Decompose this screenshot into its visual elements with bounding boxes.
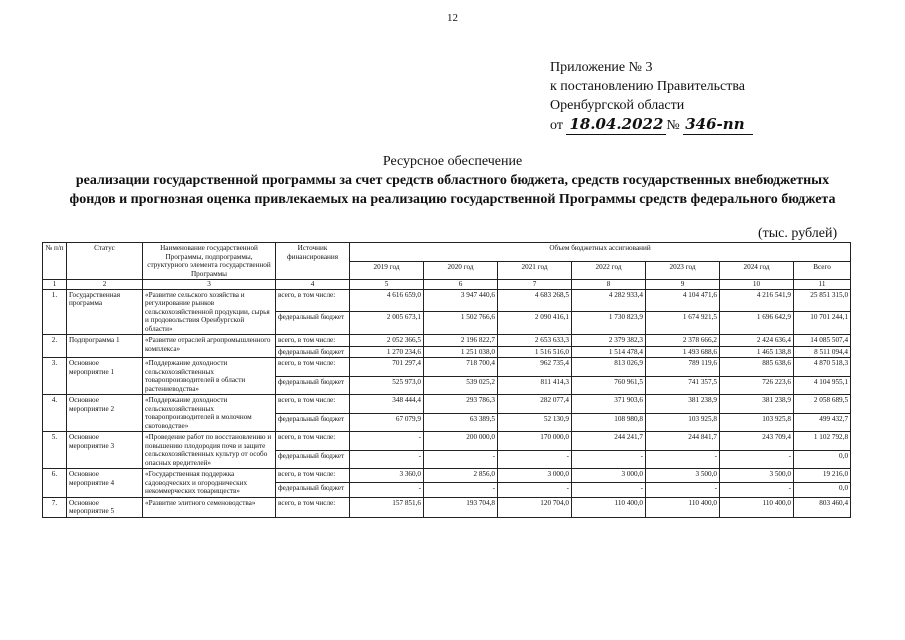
row-year-value: 701 297,4 xyxy=(350,358,424,377)
row-source: всего, в том числе: xyxy=(276,289,350,312)
row-year-value: 4 216 541,9 xyxy=(720,289,794,312)
row-year-value: 811 414,3 xyxy=(498,376,572,395)
row-name: «Государственная поддержка садоводческих и огороднических некоммерческих товариществ» xyxy=(143,469,276,498)
row-source: всего, в том числе: xyxy=(276,469,350,483)
row-year-value: 371 903,6 xyxy=(572,395,646,414)
row-year-value: 108 980,8 xyxy=(572,413,646,432)
column-index: 4 xyxy=(276,280,350,290)
header-num: № п/п xyxy=(43,243,67,280)
row-year-value: 3 000,0 xyxy=(572,469,646,483)
row-year-value: 2 005 673,1 xyxy=(350,312,424,335)
row-year-value: 381 238,9 xyxy=(720,395,794,414)
row-status: Основное мероприятие 2 xyxy=(67,395,143,432)
row-year-value: 3 500,0 xyxy=(646,469,720,483)
row-year-value: 3 000,0 xyxy=(498,469,572,483)
row-source: федеральный бюджет xyxy=(276,413,350,432)
row-status: Основное мероприятие 3 xyxy=(67,432,143,469)
row-year-value: - xyxy=(646,450,720,469)
row-year-value: 789 119,6 xyxy=(646,358,720,377)
row-total-value: 4 104 955,1 xyxy=(794,376,851,395)
row-total-value: 8 511 094,4 xyxy=(794,346,851,358)
row-year-value: 962 735,4 xyxy=(498,358,572,377)
row-year-value: 1 493 688,6 xyxy=(646,346,720,358)
units-label: (тыс. рублей) xyxy=(758,226,838,241)
column-index: 5 xyxy=(350,280,424,290)
row-year-value: 244 841,7 xyxy=(646,432,720,451)
row-status: Основное мероприятие 1 xyxy=(67,358,143,395)
row-year-value: 282 077,4 xyxy=(498,395,572,414)
row-year-value: 157 851,6 xyxy=(350,497,424,517)
title-line-1: Ресурсное обеспечение xyxy=(382,154,523,169)
table-body xyxy=(43,280,851,518)
row-year-value: 348 444,4 xyxy=(350,395,424,414)
appendix-line-2: к постановлению Правительства xyxy=(550,79,746,94)
row-source: федеральный бюджет xyxy=(276,376,350,395)
title-line-3: фондов и прогнозная оценка привлекаемых на реализацию государственной Программы средств федерального бюджета xyxy=(69,192,836,207)
row-year-value: 2 424 636,4 xyxy=(720,335,794,347)
row-year-value: 293 786,3 xyxy=(424,395,498,414)
row-total-value: 499 432,7 xyxy=(794,413,851,432)
row-year-value: 1 674 921,5 xyxy=(646,312,720,335)
row-year-value: 103 925,8 xyxy=(646,413,720,432)
row-year-value: - xyxy=(572,483,646,497)
row-number: 6. xyxy=(43,469,67,498)
column-index: 9 xyxy=(646,280,720,290)
row-year-value: 718 700,4 xyxy=(424,358,498,377)
table-row xyxy=(43,395,851,414)
row-year-value: 243 709,4 xyxy=(720,432,794,451)
row-year-value: - xyxy=(720,450,794,469)
row-year-value: 885 638,6 xyxy=(720,358,794,377)
header-year: 2022 год xyxy=(572,261,646,280)
row-year-value: 110 400,0 xyxy=(572,497,646,517)
row-year-value: 2 378 666,2 xyxy=(646,335,720,347)
row-year-value: 539 025,2 xyxy=(424,376,498,395)
row-year-value: 3 500,0 xyxy=(720,469,794,483)
row-status: Основное мероприятие 4 xyxy=(67,469,143,498)
row-year-value: - xyxy=(720,483,794,497)
row-year-value: 525 973,0 xyxy=(350,376,424,395)
header-row xyxy=(43,243,851,262)
row-source: всего, в том числе: xyxy=(276,432,350,451)
handwritten-number: 346-пп xyxy=(683,115,753,135)
row-year-value: 170 000,0 xyxy=(498,432,572,451)
row-year-value: 381 238,9 xyxy=(646,395,720,414)
row-year-value: 726 223,6 xyxy=(720,376,794,395)
row-source: федеральный бюджет xyxy=(276,312,350,335)
row-status: Государственная программа xyxy=(67,289,143,335)
row-status: Подпрограмма 1 xyxy=(67,335,143,358)
row-number: 4. xyxy=(43,395,67,432)
row-year-value: 193 704,8 xyxy=(424,497,498,517)
row-total-value: 0,0 xyxy=(794,450,851,469)
header-status: Статус xyxy=(67,243,143,280)
row-year-value: 2 653 633,3 xyxy=(498,335,572,347)
row-year-value: - xyxy=(350,483,424,497)
handwritten-date: 18.04.2022 xyxy=(566,115,666,135)
header-total: Всего xyxy=(794,261,851,280)
header-year: 2024 год xyxy=(720,261,794,280)
column-index: 6 xyxy=(424,280,498,290)
row-name: «Развитие элитного семеноводства» xyxy=(143,497,276,517)
row-source: федеральный бюджет xyxy=(276,483,350,497)
row-year-value: 1 516 516,0 xyxy=(498,346,572,358)
row-year-value: 1 465 138,8 xyxy=(720,346,794,358)
row-total-value: 10 701 244,1 xyxy=(794,312,851,335)
row-year-value: 4 104 471,6 xyxy=(646,289,720,312)
appendix-date-line xyxy=(550,115,753,135)
row-year-value: 4 616 659,0 xyxy=(350,289,424,312)
row-total-value: 19 216,0 xyxy=(794,469,851,483)
column-index: 10 xyxy=(720,280,794,290)
row-total-value: 1 102 792,8 xyxy=(794,432,851,451)
row-year-value: 2 196 822,7 xyxy=(424,335,498,347)
table-row xyxy=(43,432,851,451)
row-year-value: 103 925,8 xyxy=(720,413,794,432)
table-row xyxy=(43,358,851,377)
row-number: 7. xyxy=(43,497,67,517)
table-row xyxy=(43,469,851,483)
row-year-value: 2 052 366,5 xyxy=(350,335,424,347)
row-year-value: 1 696 642,9 xyxy=(720,312,794,335)
row-year-value: 200 000,0 xyxy=(424,432,498,451)
row-source: федеральный бюджет xyxy=(276,450,350,469)
column-index: 2 xyxy=(67,280,143,290)
row-total-value: 0,0 xyxy=(794,483,851,497)
table-row xyxy=(43,289,851,312)
column-index: 3 xyxy=(143,280,276,290)
row-total-value: 25 851 315,0 xyxy=(794,289,851,312)
appendix-line-3: Оренбургской области xyxy=(550,98,685,113)
row-number: 5. xyxy=(43,432,67,469)
row-year-value: 813 026,9 xyxy=(572,358,646,377)
row-name: «Развитие отраслей агропромышленного комплекса» xyxy=(143,335,276,358)
row-year-value: 1 251 038,0 xyxy=(424,346,498,358)
row-year-value: 63 389,5 xyxy=(424,413,498,432)
row-year-value: 110 400,0 xyxy=(646,497,720,517)
column-index: 11 xyxy=(794,280,851,290)
row-year-value: 120 704,0 xyxy=(498,497,572,517)
row-year-value: 2 379 382,3 xyxy=(572,335,646,347)
row-year-value: 1 270 234,6 xyxy=(350,346,424,358)
row-year-value: 3 360,0 xyxy=(350,469,424,483)
row-year-value: 2 090 416,1 xyxy=(498,312,572,335)
row-year-value: 741 357,5 xyxy=(646,376,720,395)
document-title xyxy=(0,152,905,209)
header-year: 2019 год xyxy=(350,261,424,280)
row-year-value: 2 856,0 xyxy=(424,469,498,483)
row-year-value: 4 683 268,5 xyxy=(498,289,572,312)
row-source: всего, в том числе: xyxy=(276,335,350,347)
header-source: Источник финансирования xyxy=(276,243,350,280)
column-index: 1 xyxy=(43,280,67,290)
row-year-value: - xyxy=(424,450,498,469)
column-index-row xyxy=(43,280,851,290)
row-year-value: - xyxy=(498,483,572,497)
row-year-value: 760 961,5 xyxy=(572,376,646,395)
row-total-value: 2 058 689,5 xyxy=(794,395,851,414)
row-year-value: - xyxy=(350,450,424,469)
from-prefix: от xyxy=(550,118,563,133)
row-year-value: 3 947 440,6 xyxy=(424,289,498,312)
row-year-value: 4 282 933,4 xyxy=(572,289,646,312)
header-year: 2021 год xyxy=(498,261,572,280)
column-index: 7 xyxy=(498,280,572,290)
row-total-value: 803 460,4 xyxy=(794,497,851,517)
header-year: 2023 год xyxy=(646,261,720,280)
appendix-block xyxy=(550,58,753,135)
header-name: Наименование государственной Программы, подпрограммы, структурного элемента государственной Программы xyxy=(143,243,276,280)
row-year-value: 1 502 766,6 xyxy=(424,312,498,335)
page-number: 12 xyxy=(447,12,458,24)
row-name: «Поддержание доходности сельскохозяйственных товаропроизводителей в молочном скотоводстве» xyxy=(143,395,276,432)
row-status: Основное мероприятие 5 xyxy=(67,497,143,517)
row-year-value: - xyxy=(646,483,720,497)
appendix-line-1: Приложение № 3 xyxy=(550,60,653,75)
row-year-value: 110 400,0 xyxy=(720,497,794,517)
row-year-value: - xyxy=(498,450,572,469)
row-number: 2. xyxy=(43,335,67,358)
table-row xyxy=(43,335,851,347)
row-year-value: - xyxy=(572,450,646,469)
row-name: «Поддержание доходности сельскохозяйственных товаропроизводителей в области растениеводства» xyxy=(143,358,276,395)
table-row xyxy=(43,497,851,517)
header-year: 2020 год xyxy=(424,261,498,280)
row-source: всего, в том числе: xyxy=(276,395,350,414)
number-prefix: № xyxy=(666,118,680,133)
row-name: «Развитие сельского хозяйства и регулирование рынков сельскохозяйственной продукции, сырья и продовольствия Оренбургской области» xyxy=(143,289,276,335)
row-year-value: - xyxy=(350,432,424,451)
row-source: всего, в том числе: xyxy=(276,497,350,517)
row-number: 3. xyxy=(43,358,67,395)
row-year-value: 67 079,9 xyxy=(350,413,424,432)
row-year-value: - xyxy=(424,483,498,497)
row-year-value: 1 514 478,4 xyxy=(572,346,646,358)
resource-table xyxy=(42,242,851,518)
row-total-value: 14 085 507,4 xyxy=(794,335,851,347)
row-source: федеральный бюджет xyxy=(276,346,350,358)
row-year-value: 244 241,7 xyxy=(572,432,646,451)
row-year-value: 1 730 823,9 xyxy=(572,312,646,335)
row-year-value: 52 130,9 xyxy=(498,413,572,432)
title-line-2: реализации государственной программы за счет средств областного бюджета, средств государственных внебюджетных xyxy=(75,173,830,188)
row-total-value: 4 870 518,3 xyxy=(794,358,851,377)
header-volume: Объем бюджетных ассигнований xyxy=(350,243,851,262)
row-name: «Проведение работ по восстановлению и повышению плодородия почв и защите сельскохозяйственных культур от особо опасных вредителей» xyxy=(143,432,276,469)
row-number: 1. xyxy=(43,289,67,335)
row-source: всего, в том числе: xyxy=(276,358,350,377)
column-index: 8 xyxy=(572,280,646,290)
